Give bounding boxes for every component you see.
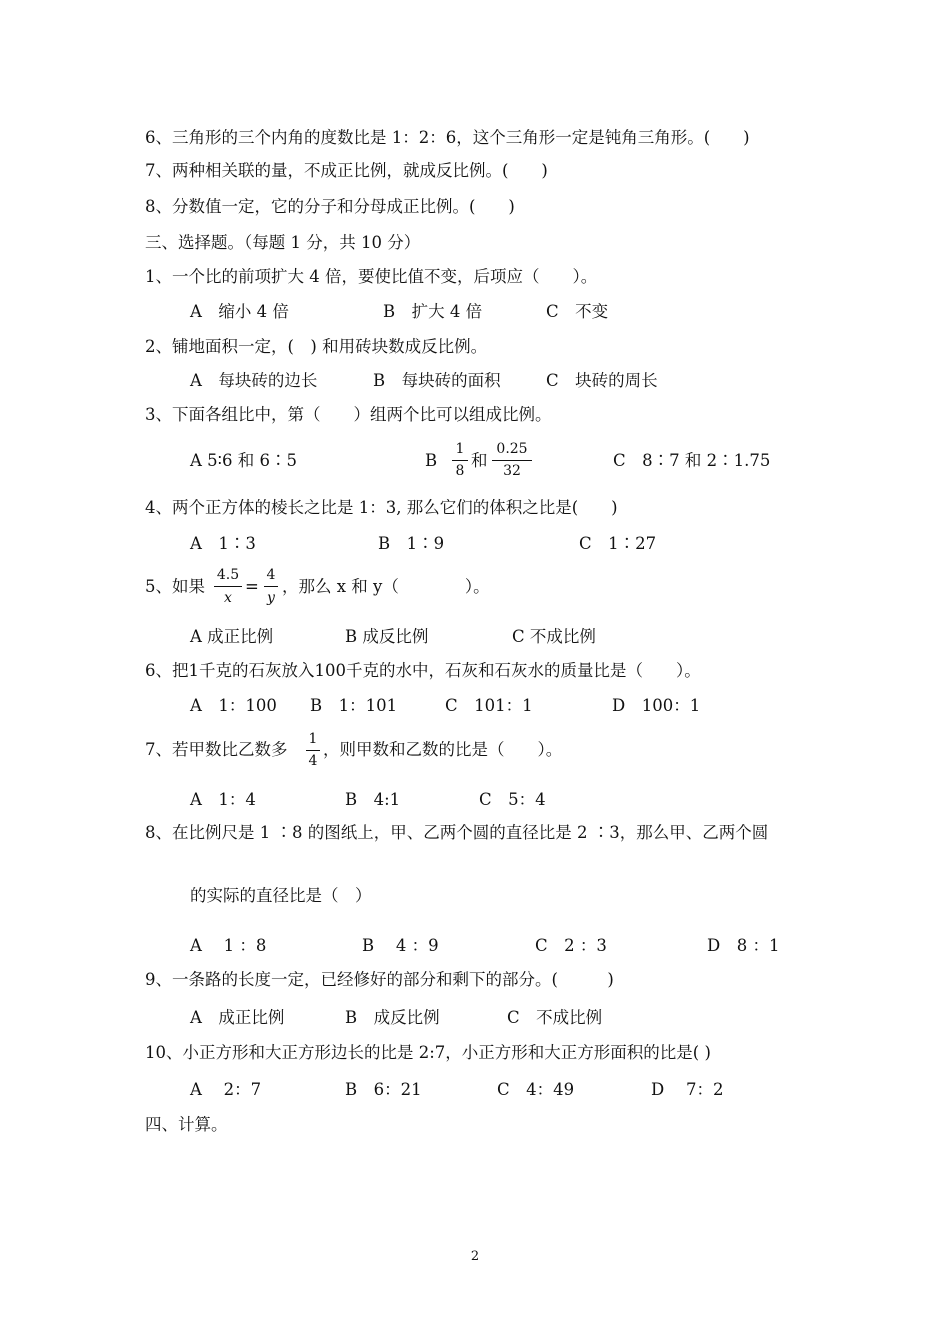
q2-option-c: C 块砖的周长 (546, 371, 658, 390)
q3-option-b-letter: B (425, 451, 438, 470)
q2-option-a: A 每块砖的边长 (190, 371, 318, 390)
question-2: 2、铺地面积一定，( ) 和用砖块数成反比例。 (145, 337, 488, 356)
q7-option-b: B 4:1 (345, 790, 401, 809)
q1-option-b: B 扩大 4 倍 (383, 302, 483, 321)
fraction-bar (452, 460, 468, 461)
q6-option-c: C 101：1 (445, 696, 533, 715)
q8-option-b: B 4 ：9 (362, 936, 439, 955)
q3-and-text: 和 (471, 451, 488, 470)
question-1: 1、一个比的前项扩大 4 倍，要使比值不变，后项应（ ）。 (145, 267, 598, 286)
fraction-numerator: 1 (455, 441, 465, 457)
question-7-prefix: 7、若甲数比乙数多 (145, 740, 288, 759)
question-6: 6、把1千克的石灰放入100千克的水中，石灰和石灰水的质量比是（ ）。 (145, 661, 701, 680)
q7-option-c: C 5：4 (479, 790, 546, 809)
section-3-heading: 三、选择题。（每题 1 分，共 10 分） (145, 233, 421, 252)
question-5-suffix: ，那么 x 和 y（ ）。 (282, 577, 490, 596)
q6-option-a: A 1：100 (190, 696, 277, 715)
fraction-numerator: 4 (266, 567, 276, 583)
judge-item-8: 8、分数值一定，它的分子和分母成正比例。( ) (145, 197, 515, 216)
judge-item-7: 7、两种相关联的量，不成正比例，就成反比例。( ) (145, 161, 548, 180)
fraction-numerator: 4.5 (216, 567, 240, 583)
fraction-bar (306, 750, 320, 751)
section-4-heading: 四、计算。 (145, 1115, 228, 1134)
q5-fraction-4-over-y (264, 567, 278, 607)
question-8-continuation: 的实际的直径比是（ ） (190, 886, 372, 905)
q7-fraction-one-quarter (306, 731, 320, 771)
q3-option-a: A 5∶6 和 6∶5 (190, 451, 297, 470)
q5-option-a: A 成正比例 (190, 627, 274, 646)
q4-option-b: B 1∶9 (378, 534, 445, 553)
judge-item-6: 6、三角形的三个内角的度数比是 1：2：6，这个三角形一定是钝角三角形。( ) (145, 128, 750, 147)
question-3: 3、下面各组比中，第（ ）组两个比可以组成比例。 (145, 405, 552, 424)
q9-option-b: B 成反比例 (345, 1008, 440, 1027)
q3-fraction-0.25-over-32 (492, 441, 532, 479)
question-7-suffix: ，则甲数和乙数的比是（ ）。 (323, 740, 563, 759)
fraction-numerator: 1 (308, 731, 318, 747)
q1-option-a: A 缩小 4 倍 (190, 302, 289, 321)
fraction-denominator: 4 (308, 753, 318, 769)
fraction-bar (214, 586, 242, 587)
q4-option-c: C 1∶27 (579, 534, 657, 553)
q10-option-d: D 7：2 (651, 1080, 724, 1099)
q10-option-c: C 4：49 (497, 1080, 575, 1099)
q6-option-b: B 1：101 (310, 696, 398, 715)
question-10: 10、小正方形和大正方形边长的比是 2:7，小正方形和大正方形面积的比是( ) (145, 1043, 711, 1062)
question-5-prefix: 5、如果 (145, 577, 205, 596)
page-number: 2 (470, 1249, 480, 1264)
fraction-denominator: x (224, 590, 232, 606)
fraction-denominator: 8 (455, 463, 465, 479)
q5-option-b: B 成反比例 (345, 627, 429, 646)
q5-option-c: C 不成比例 (512, 627, 596, 646)
fraction-denominator: 32 (503, 463, 521, 479)
q3-fraction-one-eighth (452, 441, 468, 479)
fraction-numerator: 0.25 (496, 441, 528, 457)
question-8: 8、在比例尺是 1 ∶8 的图纸上，甲、乙两个圆的直径比是 2 ∶3，那么甲、乙两个圆 (145, 823, 769, 842)
question-4: 4、两个正方体的棱长之比是 1：3, 那么它们的体积之比是( ) (145, 498, 618, 517)
fraction-denominator: y (267, 590, 275, 606)
q8-option-a: A 1 ：8 (190, 936, 267, 955)
question-9: 9、一条路的长度一定，已经修好的部分和剩下的部分。( ) (145, 970, 614, 989)
q10-option-b: B 6：21 (345, 1080, 422, 1099)
q3-option-c: C 8∶7 和 2∶1.75 (613, 451, 771, 470)
fraction-bar (492, 460, 532, 461)
q5-equals-sign: = (245, 577, 259, 596)
q9-option-c: C 不成比例 (507, 1008, 603, 1027)
q1-option-c: C 不变 (546, 302, 609, 321)
q7-option-a: A 1：4 (190, 790, 256, 809)
q4-option-a: A 1∶3 (190, 534, 256, 553)
q6-option-d: D 100：1 (612, 696, 701, 715)
fraction-bar (264, 586, 278, 587)
q8-option-d: D 8 ：1 (707, 936, 780, 955)
q5-fraction-4.5-over-x (214, 567, 242, 607)
q10-option-a: A 2：7 (190, 1080, 262, 1099)
q9-option-a: A 成正比例 (190, 1008, 285, 1027)
q8-option-c: C 2 ：3 (535, 936, 607, 955)
q2-option-b: B 每块砖的面积 (373, 371, 501, 390)
